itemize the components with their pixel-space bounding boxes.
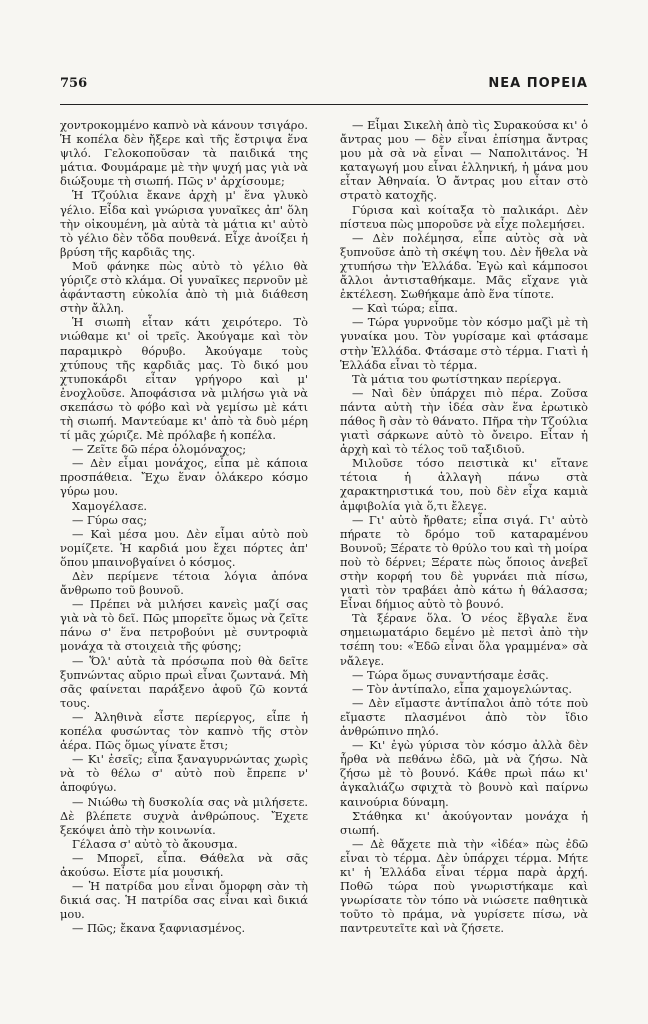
page-number: 756 [60, 76, 88, 91]
paragraph: Μοῦ φάνηκε πὼς αὐτὸ τὸ γέλιο θὰ γύριζε στὸ κλάμα. Οἱ γυναῖκες περνοῦν μὲ ἀφάνταστη εὐκολία ἀπὸ τὴ μιὰ διάθεση στὴν ἄλλη. [60, 258, 308, 316]
dialogue-line: — Εἶμαι Σικελὴ ἀπὸ τὶς Συρακούσα κι' ὁ ἄντρας μου — δὲν εἶναι ἐπίσημα ἄντρας μου μὰ σὰ νὰ εἶναι — Ναπολιτάνος. Ἡ καταγωγή μου εἶναι ἑλληνική, ἡ μάνα μου εἶταν Ἀθηναία. Ὁ ἄντρας μου εἶταν στὸ στρατὸ κατοχῆς. [340, 118, 588, 203]
paragraph: Μιλοῦσε τόσο πειστικὰ κι' εἴτανε τέτοια ἡ ἀλλαγὴ πάνω στὰ χαρακτηριστικά του, ποὺ δὲν εἶχα καμιὰ ἀμφιβολία γιὰ ὅ,τι ἔλεγε. [340, 456, 588, 513]
dialogue-line: — Δὲν εἴμαστε ἀντίπαλοι ἀπὸ τότε ποὺ εἴμαστε πλασμένοι ἀπὸ τὸν ἴδιο ἀνθρώπινο πηλό. [340, 695, 588, 739]
dialogue-line: — Καὶ τώρα; εἶπα. [352, 301, 458, 316]
dialogue-line: — Μπορεῖ, εἶπα. Θάθελα νὰ σᾶς ἀκούσω. Εἶστε μία μουσική. [60, 850, 308, 879]
dialogue-line: — Νιώθω τὴ δυσκολία σας νὰ μιλήσετε. Δὲ βλέπετε συχνὰ ἀνθρώπους. Ἔχετε ξεκόψει ἀπὸ τὴν κοινωνία. [60, 794, 308, 837]
left-column [60, 118, 308, 935]
dialogue-line: — Γι' αὐτὸ ἤρθατε; εἶπα σιγά. Γι' αὐτὸ πήρατε τὸ δρόμο τοῦ καταραμένου Βουνοῦ; Ξέρατε τὸ θρύλο του καὶ τὴ μοίρα ποὺ τὸ δέρνει; Ξέρατε πὼς ὅποιος ἀνεβεῖ στὴν κορφή του δὲ γυρνάει πιὰ πίσω, γιατὶ τὸν τραβάει ἀπὸ κάτω ἡ θάλασσα; Εἶναι δήμιος αὐτὸ τὸ βουνό. [340, 512, 588, 612]
paragraph: Ἡ σιωπὴ εἶταν κάτι χειρότερο. Τὸ νιώθαμε κι' οἱ τρεῖς. Ἀκούγαμε καὶ τὸν παραμικρὸ θόρυβο. Ἀκούγαμε τοὺς χτύπους τῆς καρδιᾶς μας. Τὸ δικό μου χτυποκάρδι εἶταν γρήγορο καὶ μ' ἐνοχλοῦσε. Ἀποφάσισα νὰ μιλήσω γιὰ νὰ σκεπάσω τὸ φόβο καὶ νὰ γεμίσω μὲ κάτι τὴ σιωπή. Μαντεύαμε κι' ἀπὸ τὰ δυὸ μέρη τί μᾶς χώριζε. Μὲ πρόλαβε ἡ κοπέλα. [60, 315, 308, 443]
paragraph: Χαμογέλασε. [72, 498, 147, 513]
paragraph: Τὰ ξέρανε ὅλα. Ὁ νέος ἔβγαλε ἕνα σημειωματάριο δεμένο μὲ πετσὶ ἀπὸ τὴν τσέπη του: «Ἐδῶ εἶναι ὅλα γραμμένα» σὰ νἄλεγε. [340, 611, 588, 668]
dialogue-line: — Πρέπει νὰ μιλήσει κανεὶς μαζί σας γιὰ νὰ τὸ δεῖ. Πῶς μπορεῖτε ὅμως νὰ ζεῖτε πάνω σ' ἕνα πετροβούνι μὲ συντροφιὰ μονάχα τὰ στοιχειὰ τῆς φύσης; [60, 597, 308, 654]
paragraph: Γύρισα καὶ κοίταξα τὸ παλικάρι. Δὲν πίστευα πὼς μποροῦσε νὰ εἶχε πολεμήσει. [340, 202, 588, 231]
dialogue-line: — Κι' ἐγὼ γύρισα τὸν κόσμο ἀλλὰ δὲν ἦρθα νὰ πεθάνω ἐδῶ, μὰ νὰ ζήσω. Νὰ ζήσω μὲ τὸ βουνό. Κάθε πρωὶ πάω κι' ἀγκαλιάζω σφιχτὰ τὸ βουνὸ καὶ παίρνω καινούρια δύναμη. [340, 738, 588, 809]
dialogue-line: — Τώρα ὅμως συναντήσαμε ἐσᾶς. [352, 667, 549, 682]
dialogue-line: — Δὲν πολέμησα, εἶπε αὐτὸς σὰ νὰ ξυπνοῦσε ἀπὸ τὴ σκέψη του. Δὲν ἤθελα νὰ χτυπήσω τὴν Ἑλλάδα. Ἐγὼ καὶ κάμποσοι ἄλλοι ἀντισταθήκαμε. Μᾶς εἴχανε γιὰ ἐκτέλεση. Σωθήκαμε ἀπὸ ἕνα τίποτε. [340, 230, 588, 302]
dialogue-line: — Δὲν εἶμαι μονάχος, εἶπα μὲ κάποια προσπάθεια. Ἔχω ἕναν ὁλάκερο κόσμο γύρω μου. [60, 456, 308, 499]
dialogue-line: — Κι' ἐσεῖς; εἶπα ξαναγυρνώντας χωρὶς νὰ τὸ θέλω σ' αὐτὸ ποὺ ἔπρεπε ν' ἀποφύγω. [60, 752, 308, 795]
paragraph: Γέλασα σ' αὐτὸ τὸ ἄκουσμα. [72, 836, 238, 851]
paragraph: Τὰ μάτια του φωτίστηκαν περίεργα. [352, 371, 562, 386]
dialogue-line: — Ὅλ' αὐτὰ τὰ πρόσωπα ποὺ θὰ δεῖτε ξυπνώντας αὔριο πρωὶ εἶναι ζωντανά. Μὴ σᾶς φαίνεται παράξενο ἀφοῦ ζῶ κοντά τους. [60, 653, 308, 710]
dialogue-line: — Καὶ μέσα μου. Δὲν εἶμαι αὐτὸ ποὺ νομίζετε. Ἡ καρδιά μου ἔχει πόρτες ἀπ' ὅπου μπαινοβγαίνει ὁ κόσμος. [60, 526, 308, 569]
dialogue-line: — Τὸν ἀντίπαλο, εἶπα χαμογελώντας. [352, 681, 573, 696]
paragraph: Ἡ Τζούλια ἔκανε ἀρχὴ μ' ἕνα γλυκὸ γέλιο. Εἶδα καὶ γνώρισα γυναῖκες ἀπ' ὅλη τὴν οἰκουμένη, μὰ αὐτὰ τὰ μάτια κι' αὐτὸ τὸ γέλιο δὲν τὄδα πουθενά. Εἶχε ἀνοίξει ἡ βρύση τῆς καρδιᾶς της. [60, 188, 308, 259]
dialogue-line: — Ἡ πατρίδα μου εἶναι ὄμορφη σὰν τὴ δικιά σας. Ἡ πατρίδα σας εἶναι καὶ δικιά μου. [60, 879, 308, 922]
dialogue-line: — Δὲ θἄχετε πιὰ τὴν «ἰδέα» πὼς ἐδῶ εἶναι τὸ τέρμα. Δὲν ὑπάρχει τέρμα. Μήτε κι' ἡ Ἑλλάδα εἶναι τέρμα παρὰ ἀρχή. Ποθῶ τώρα ποὺ γνωριστήκαμε καὶ γνωρίσατε τὸν τόπο νὰ νιώσετε παθητικὰ τοῦτο τὸ πράμα, νὰ γυρίσετε πίσω, νὰ παντρευτεῖτε καὶ νὰ ζήσετε. [340, 836, 588, 936]
dialogue-line: — Πῶς; ἔκανα ξαφνιασμένος. [72, 921, 246, 936]
dialogue-line: — Ζεῖτε δῶ πέρα ὁλομόναχος; [72, 442, 247, 457]
paragraph: Στάθηκα κι' ἀκούγονταν μονάχα ἡ σιωπή. [340, 808, 588, 837]
dialogue-line: — Ναὶ δὲν ὑπάρχει πιὸ πέρα. Ζοῦσα πάντα αὐτὴ τὴν ἰδέα σὰν ἕνα ἐρωτικὸ πάθος ἢ σὰν τὸ θάνατο. Πῆρα τὴν Τζούλια γιατὶ σάρκωνε αὐτὸ τὸ ὄνειρο. Εἶταν ἡ ἀρχὴ καὶ τὸ τέλος τοῦ ταξιδιοῦ. [340, 385, 588, 457]
paragraph: χοντροκομμένο καπνὸ νὰ κάνουν τσιγάρο. Ἡ κοπέλα δὲν ἤξερε καὶ τῆς ἔστριψα ἕνα ψιλό. Γελοκοποῦσαν τὰ παιδικά της μάτια. Φουμάραμε μὲ τὴν ψυχή μας γιὰ νὰ διώξουμε τὴ σιωπή. Πῶς ν' ἀρχίσουμε; [60, 118, 308, 189]
journal-title: ΝΕΑ ΠΟΡΕΙΑ [488, 76, 588, 91]
right-column [340, 118, 588, 935]
dialogue-line: — Ἀληθινὰ εἶστε περίεργος, εἶπε ἡ κοπέλα φυσώντας τὸν καπνὸ τῆς στὸν ἀέρα. Πῶς ὅμως γίνατε ἔτσι; [60, 709, 308, 753]
header-rule [60, 104, 588, 105]
page-header [60, 76, 588, 100]
dialogue-line: — Τώρα γυρνοῦμε τὸν κόσμο μαζὶ μὲ τὴ γυναίκα μου. Τὸν γυρίσαμε καὶ φτάσαμε στὴν Ἑλλάδα. Φτάσαμε στὸ τέρμα. Γιατὶ ἡ Ἑλλάδα εἶναι τὸ τέρμα. [340, 315, 588, 372]
paragraph: Δὲν περίμενε τέτοια λόγια ἀπόνα ἄνθρωπο τοῦ βουνοῦ. [60, 569, 308, 598]
dialogue-line: — Γύρω σας; [72, 512, 148, 527]
